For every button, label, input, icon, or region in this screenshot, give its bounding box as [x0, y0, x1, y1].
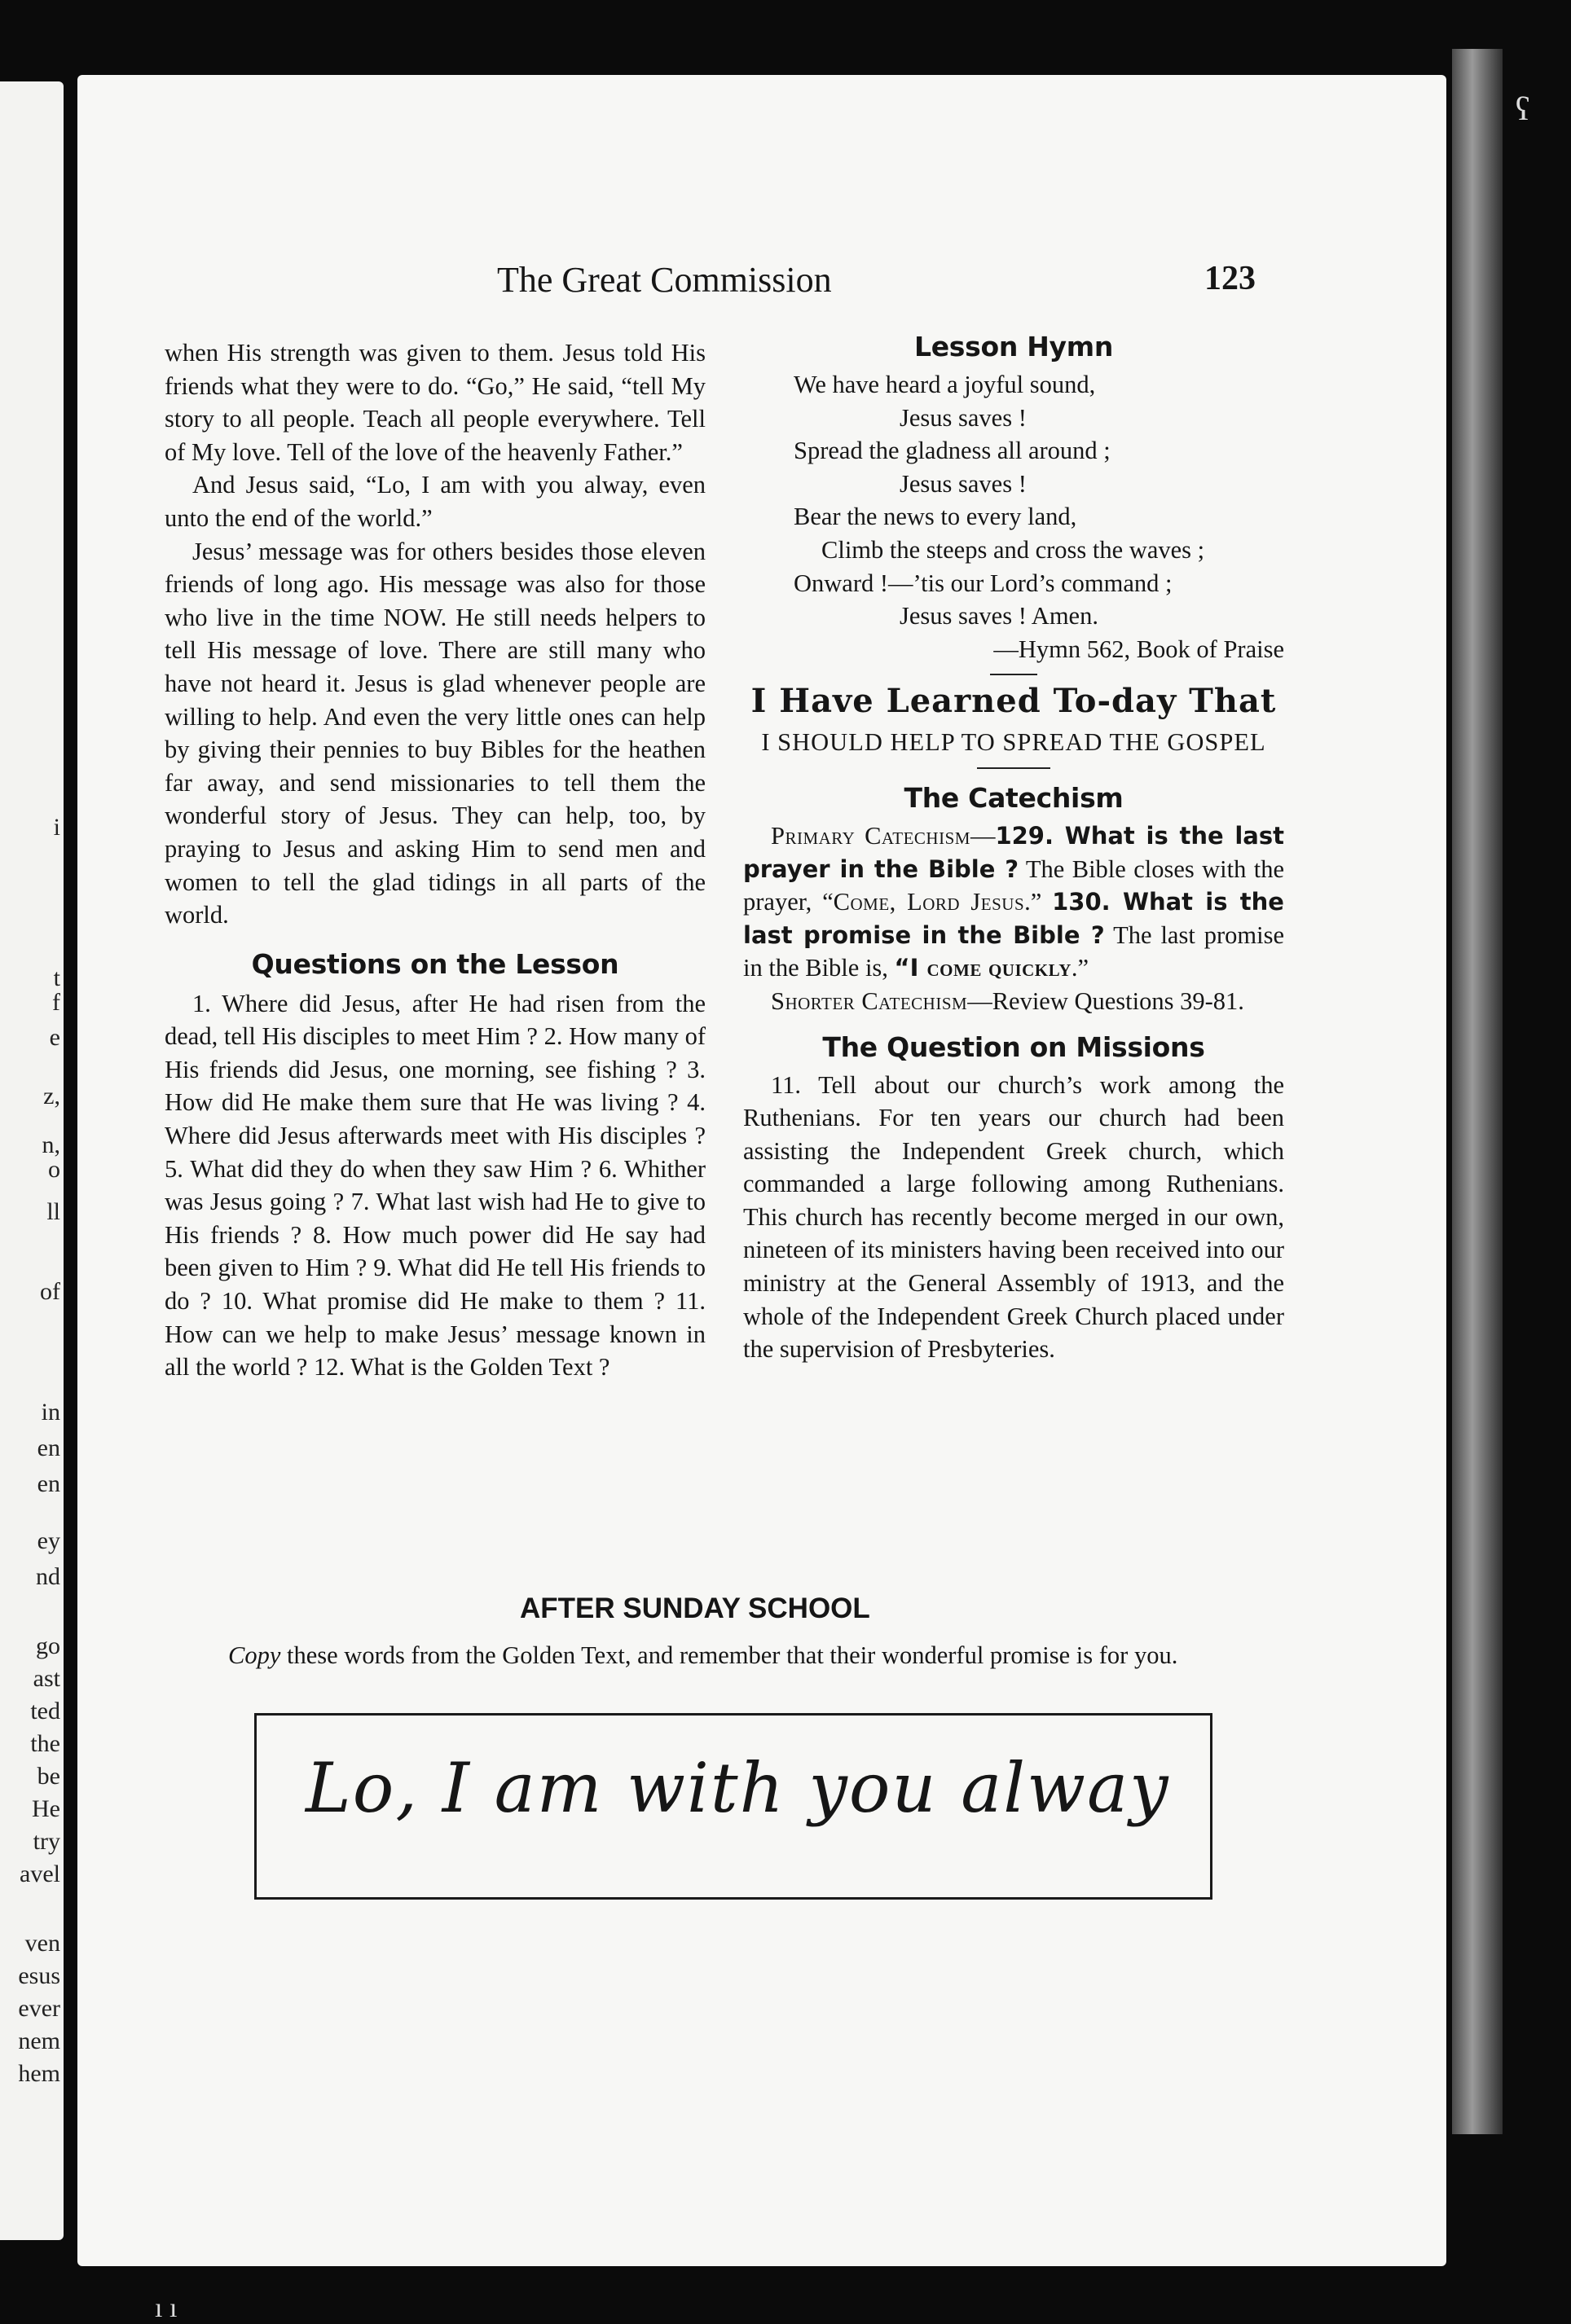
adjacent-page-text-fragment: ted — [30, 1698, 60, 1724]
hymn-source: —Hymn 562, Book of Praise — [993, 635, 1284, 663]
hymn-line: Climb the steeps and cross the waves ; — [821, 535, 1205, 564]
missions-text: 11. Tell about our church’s work among the Ruthenians. For ten years our church had been assisting the Independent Greek church, which commanded a large following among Ruthenians. This church has recently become merged in our own, nineteen of its ministers having been received into our ministry at the General Assembly of 1913, and the whole of the Independent Greek Church placed under the supervision of Presbyteries. — [743, 1070, 1284, 1364]
hymn-line: Onward !—’tis our Lord’s command ; — [794, 569, 1173, 597]
hymn-line: Jesus saves ! Amen. — [900, 602, 1098, 630]
adjacent-page-text-fragment: e — [49, 1024, 60, 1051]
learned-heading: I Have Learned To-day That — [750, 682, 1277, 721]
paragraph: Jesus’ message was for others besides those eleven friends of long ago. His message was also for those who live in the time NOW. He still needs helpers to tell His message of love. There are still many who have not heard it. Jesus is glad whenever people are willing to help. And even the very little ones can help by giving their pennies to buy Bibles for the heathen far away, and send missionaries to tell them the wonderful story of Jesus. They can help, too, by praying to Jesus and asking Him to send men and women to tell the glad tidings in all parts of the world. — [165, 537, 706, 929]
adjacent-page-text-fragment: avel — [20, 1861, 60, 1887]
page-stack-edge — [1452, 49, 1503, 2134]
adjacent-page-text-fragment: en — [37, 1434, 60, 1461]
adjacent-page-text-fragment: ast — [33, 1665, 60, 1692]
adjacent-page-text-fragment: the — [30, 1730, 60, 1757]
paragraph: And Jesus said, “Lo, I am with you alway, even unto the end of the world.” — [165, 471, 706, 532]
left-column — [165, 336, 706, 1384]
answer-130-end: .” — [1071, 954, 1089, 982]
adjacent-page-text-fragment: hem — [18, 2060, 60, 2087]
answer-130-quote: come quickly — [926, 954, 1072, 982]
adjacent-page-text-fragment: of — [40, 1278, 60, 1305]
learned-text: I SHOULD HELP TO SPREAD THE GOSPEL — [761, 728, 1266, 757]
adjacent-page-text-fragment: f — [52, 989, 60, 1016]
adjacent-page-text-fragment: o — [48, 1156, 60, 1183]
divider — [990, 674, 1037, 675]
answer-130-open: “I — [894, 954, 927, 982]
shorter-catechism-label: Shorter Catechism — [771, 986, 968, 1015]
catechism-heading: The Catechism — [904, 781, 1124, 814]
running-title: The Great Commission — [497, 260, 832, 300]
questions-text: 1. Where did Jesus, after He had risen from the dead, tell His disciples to meet Him ? 2. How many of His friends did Jesus, one morning, see fishing ? 3. How did He make them sure that He was living ? 4. Where did Jesus afterwards meet with His disciples ? 5. What did they do when they saw Him ? 6. Whither was Jesus going ? 7. What last wish had He to give to His friends ? 8. How much power did He say had been given to Him ? 9. What did He tell His friends to do ? 10. What promise did He make to them ? 11. How can we help to make Jesus’ message known in all the world ? 12. What is the Golden Text ? — [165, 989, 706, 1382]
answer-129: The Bible closes with the prayer, “ — [743, 854, 1285, 916]
copy-word: Copy — [228, 1641, 281, 1669]
question-129: 129. What is the last prayer in the Bible ? — [743, 821, 1285, 883]
hymn-line: Jesus saves ! — [900, 469, 1027, 498]
adjacent-page-text-fragment: try — [33, 1828, 60, 1855]
golden-text-script: Lo, I am with you alway — [306, 1748, 1170, 1828]
adjacent-page-text-fragment: esus — [18, 1962, 60, 1989]
adjacent-page-text-fragment: be — [37, 1763, 60, 1790]
adjacent-page-text-fragment: i — [53, 814, 60, 841]
hymn-line: Jesus saves ! — [900, 403, 1027, 432]
right-column — [743, 329, 1284, 1366]
adjacent-page-text-fragment: ever — [18, 1995, 60, 2022]
hymn-line: Bear the news to every land, — [794, 503, 1077, 531]
after-school-heading: AFTER SUNDAY SCHOOL — [520, 1593, 870, 1624]
adjacent-page-text-fragment: ey — [37, 1527, 60, 1554]
paragraph: when His strength was given to them. Jesus told His friends what they were to do. “Go,” He said, “tell My story to all people. Teach all people everywhere. Tell of My love. Tell of the love of the heavenly Father.” — [165, 339, 706, 466]
bottom-mark: ı ı — [155, 2293, 178, 2323]
adjacent-page-text-fragment: ll — [46, 1198, 60, 1225]
adjacent-page-text-fragment: n, — [42, 1131, 60, 1158]
adjacent-page-text-fragment: nd — [36, 1563, 60, 1590]
divider — [977, 767, 1050, 769]
answer-129-end: .” — [1024, 888, 1053, 916]
adjacent-page-text-fragment: z, — [43, 1083, 60, 1109]
hymn-line: We have heard a joyful sound, — [794, 371, 1096, 398]
corner-mark: ʕ — [1516, 90, 1530, 127]
after-school-text — [165, 1639, 1284, 1672]
shorter-catechism-text: —Review Questions 39-81. — [967, 986, 1244, 1015]
after-school-instruction: these words from the Golden Text, and remember that their wonderful promise is for you. — [280, 1641, 1178, 1669]
dash: — — [970, 821, 996, 850]
adjacent-page-text-fragment: en — [37, 1470, 60, 1497]
hymn-line: Spread the gladness all around ; — [794, 437, 1111, 465]
answer-130: The last promise in the Bible is, — [743, 920, 1284, 982]
adjacent-page-text-fragment: go — [36, 1632, 60, 1659]
adjacent-page-text-fragment: t — [53, 964, 60, 991]
primary-catechism-label: Primary Catechism — [771, 821, 970, 850]
adjacent-page-text-fragment: He — [32, 1795, 60, 1822]
adjacent-page-text-fragment: in — [41, 1399, 60, 1426]
adjacent-page-text-fragment: ven — [24, 1930, 60, 1957]
adjacent-page-text-fragment: nem — [18, 2027, 60, 2054]
page-number: 123 — [1204, 260, 1256, 297]
catechism-text — [743, 819, 1284, 985]
question-130: 130. What is the last promise in the Bible ? — [743, 888, 1284, 949]
missions-heading: The Question on Missions — [822, 1030, 1205, 1063]
hymn-heading: Lesson Hymn — [913, 331, 1114, 362]
golden-text-box — [254, 1713, 1212, 1900]
shorter-catechism — [743, 985, 1284, 1018]
answer-129-quote: Come, Lord Jesus — [833, 888, 1025, 916]
adjacent-page-edge — [0, 81, 64, 2240]
questions-heading: Questions on the Lesson — [251, 947, 619, 980]
